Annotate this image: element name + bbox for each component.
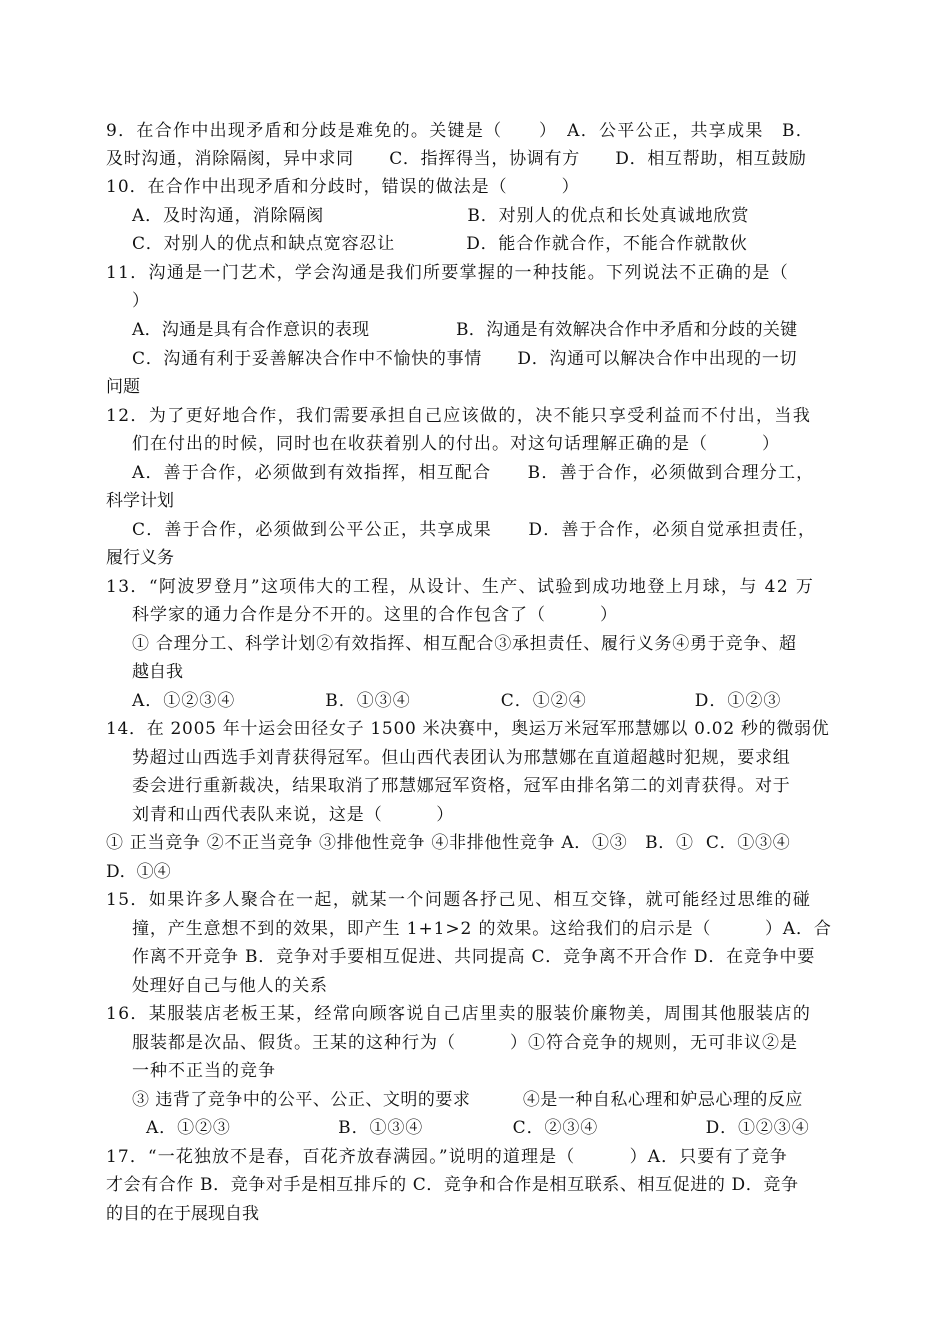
text-line: 处理好自己与他人的关系 — [132, 976, 328, 996]
text-line: 科学家的通力合作是分不开的。这里的合作包含了（ ） — [132, 605, 618, 625]
text-line: 才会有合作 B．竞争对手是相互排斥的 C．竞争和合作是相互联系、相互促进的 D．竞争 — [106, 1175, 799, 1195]
text-line: 科学计划 — [106, 491, 174, 511]
text-line: 履行义务 — [106, 548, 174, 568]
text-line: D．①④ — [106, 862, 171, 882]
text-line: ③ 违背了竞争中的公平、公正、文明的要求 ④是一种自私心理和妒忌心理的反应 — [132, 1090, 803, 1110]
text-line: A．①②③④ B．①③④ C．①②④ D．①②③ — [132, 691, 782, 711]
text-line: 委会进行重新裁决，结果取消了邢慧娜冠军资格，冠军由排名第二的刘青获得。对于 — [132, 776, 791, 796]
text-line: 16．某服装店老板王某，经常向顾客说自己店里卖的服装价廉物美，周围其他服装店的 — [106, 1004, 812, 1024]
text-line: 9．在合作中出现矛盾和分歧是难免的。关键是（ ） A．公平公正，共享成果 B． — [106, 121, 815, 141]
text-line: 及时沟通，消除隔阂，异中求同 C．指挥得当，协调有方 D．相互帮助，相互鼓励 — [106, 149, 807, 169]
text-line: 14．在 2005 年十运会田径女子 1500 米决赛中，奥运万米冠军邢慧娜以 0.02 秒的微弱优 — [106, 719, 830, 739]
text-line: 12．为了更好地合作，我们需要承担自己应该做的，决不能只享受利益而不付出，当我 — [106, 406, 812, 426]
text-line: 11．沟通是一门艺术，学会沟通是我们所要掌握的一种技能。下列说法不正确的是（ — [106, 263, 790, 283]
text-line: ① 合理分工、科学计划②有效指挥、相互配合③承担责任、履行义务④勇于竞争、超 — [132, 634, 797, 654]
text-line: ① 正当竞争 ②不正当竞争 ③排他性竞争 ④非排他性竞争 A．①③ B．① C．①③④ — [106, 833, 791, 853]
text-line: 一种不正当的竞争 — [132, 1061, 276, 1081]
text-line: C．善于合作，必须做到公平公正，共享成果 D．善于合作，必须自觉承担责任， — [132, 520, 817, 540]
text-line: 服装都是次品、假货。王某的这种行为（ ）①符合竞争的规则，无可非议②是 — [132, 1033, 798, 1053]
text-line: 15．如果许多人聚合在一起，就某一个问题各抒己见、相互交锋，就可能经过思维的碰 — [106, 890, 812, 910]
text-line: 17．“一花独放不是春，百花齐放春满园。”说明的道理是（ ）A．只要有了竞争 — [106, 1147, 788, 1167]
text-line: 越自我 — [132, 662, 183, 682]
text-line: C．对别人的优点和缺点宽容忍让 D．能合作就合作，不能合作就散伙 — [132, 234, 748, 254]
text-line: 13．“阿波罗登月”这项伟大的工程，从设计、生产、试验到成功地登上月球，与 42 万 — [106, 577, 815, 597]
text-line: A．沟通是具有合作意识的表现 B．沟通是有效解决合作中矛盾和分歧的关键 — [132, 320, 798, 340]
text-line: A．善于合作，必须做到有效指挥，相互配合 B．善于合作，必须做到合理分工， — [132, 463, 815, 483]
text-line: 撞，产生意想不到的效果，即产生 1+1>2 的效果。这给我们的启示是（ ）A．合 — [132, 919, 832, 939]
text-line: 问题 — [106, 377, 140, 397]
text-line: ） — [132, 291, 149, 311]
text-line: 们在付出的时候，同时也在收获着别人的付出。对这句话理解正确的是（ ） — [132, 434, 780, 454]
text-line: 势超过山西选手刘青获得冠军。但山西代表团认为邢慧娜在直道超越时犯规，要求组 — [132, 748, 791, 768]
text-line: A．①②③ B．①③④ C．②③④ D．①②③④ — [146, 1118, 810, 1138]
text-line: 刘青和山西代表队来说，这是（ ） — [132, 805, 455, 825]
text-line: C．沟通有利于妥善解决合作中不愉快的事情 D．沟通可以解决合作中出现的一切 — [132, 349, 798, 369]
text-line: 10．在合作中出现矛盾和分歧时，错误的做法是（ ） — [106, 177, 580, 197]
text-line: 作离不开竞争 B．竞争对手要相互促进、共同提高 C．竞争离不开合作 D．在竞争中要 — [132, 947, 816, 967]
text-line: 的目的在于展现自我 — [106, 1204, 259, 1224]
text-line: A．及时沟通，消除隔阂 B．对别人的优点和长处真诚地欣赏 — [132, 206, 750, 226]
